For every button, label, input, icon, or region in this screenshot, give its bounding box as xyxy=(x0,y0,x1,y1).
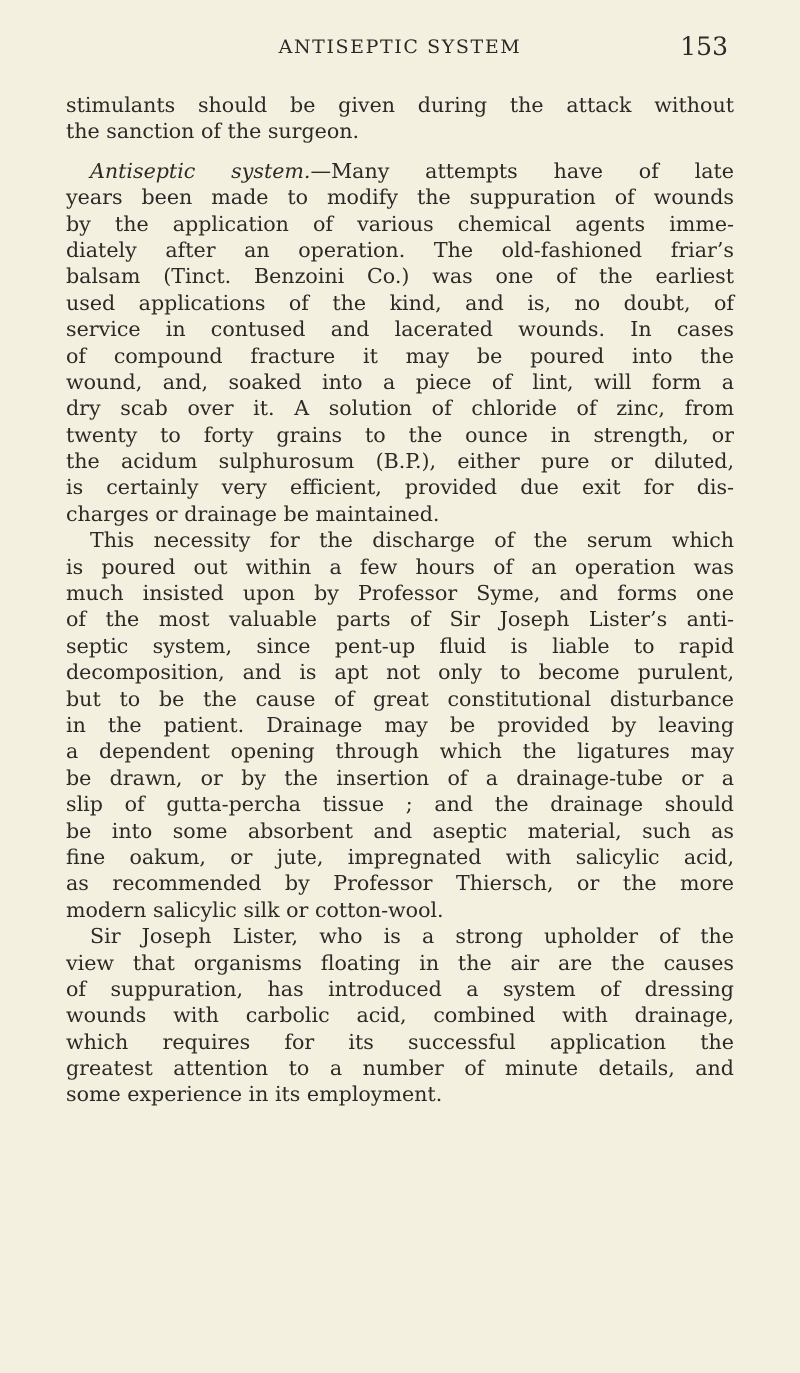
text-line: as recommended by Professor Thiersch, or the more xyxy=(66,871,734,896)
text-line: some experience in its employment. xyxy=(66,1082,443,1107)
text-line: service in contused and lacerated wounds. In cases xyxy=(66,317,734,342)
paragraph-continuation xyxy=(66,92,734,145)
text-line: This necessity for the discharge of the serum which xyxy=(90,528,734,553)
text-line: be into some absorbent and aseptic material, such as xyxy=(66,818,734,843)
text-line: of the most valuable parts of Sir Joseph Lister’s anti- xyxy=(66,607,734,632)
running-header xyxy=(0,32,800,66)
text-line: is certainly very efficient, provided due exit for dis- xyxy=(66,475,734,500)
text-line: greatest attention to a number of minute details, and xyxy=(66,1056,734,1081)
paragraph-lister xyxy=(66,923,734,1108)
running-title: ANTISEPTIC SYSTEM xyxy=(278,36,522,58)
text-line: dry scab over it. A solution of chloride of zinc, from xyxy=(66,396,734,421)
body-text xyxy=(66,92,734,1108)
text-line: but to be the cause of great constitutional disturbance xyxy=(66,686,734,711)
text-line: wounds with carbolic acid, combined with drainage, xyxy=(66,1003,734,1028)
text-line: the acidum sulphurosum (B.P.), either pure or diluted, xyxy=(66,449,734,474)
text-line: years been made to modify the suppuration of wounds xyxy=(66,185,734,210)
text-line: a dependent opening through which the ligatures may xyxy=(66,739,734,764)
paragraph-gap xyxy=(66,145,734,158)
paragraph-antiseptic-system xyxy=(66,158,734,527)
text-line: used applications of the kind, and is, no doubt, of xyxy=(66,290,734,315)
text-line: by the application of various chemical agents imme- xyxy=(66,211,734,236)
text-line: twenty to forty grains to the ounce in strength, or xyxy=(66,422,734,447)
text-line: slip of gutta-percha tissue ; and the drainage should xyxy=(66,792,734,817)
page-number: 153 xyxy=(680,32,728,61)
text-line: which requires for its successful application the xyxy=(66,1029,734,1054)
text-line: decomposition, and is apt not only to become purulent, xyxy=(66,660,734,685)
text-line: wound, and, soaked into a piece of lint, will form a xyxy=(66,369,734,394)
text-line: modern salicylic silk or cotton-wool. xyxy=(66,897,444,922)
text-line: view that organisms floating in the air are the causes xyxy=(66,950,734,975)
text-line: charges or drainage be maintained. xyxy=(66,501,440,526)
text-line: stimulants should be given during the attack without xyxy=(66,93,734,117)
section-heading: Antiseptic system. xyxy=(90,158,311,183)
text-line: the sanction of the surgeon. xyxy=(66,119,360,144)
text-line: of compound fracture it may be poured into the xyxy=(66,343,734,368)
text-line xyxy=(66,158,734,184)
text-line-rest: —Many attempts have of late xyxy=(310,158,734,183)
text-line: diately after an operation. The old-fashioned friar’s xyxy=(66,237,734,262)
text-line: much insisted upon by Professor Syme, and forms one xyxy=(66,581,734,606)
text-line: septic system, since pent-up fluid is liable to rapid xyxy=(66,633,734,658)
text-line: in the patient. Drainage may be provided by leaving xyxy=(66,712,734,737)
paragraph-drainage xyxy=(66,527,734,923)
text-line: balsam (Tinct. Benzoini Co.) was one of the earliest xyxy=(66,264,734,289)
text-line: is poured out within a few hours of an operation was xyxy=(66,554,734,579)
text-line: be drawn, or by the insertion of a drainage-tube or a xyxy=(66,765,734,790)
text-line: Sir Joseph Lister, who is a strong upholder of the xyxy=(90,924,734,949)
text-line: fine oakum, or jute, impregnated with salicylic acid, xyxy=(66,844,734,869)
text-line: of suppuration, has introduced a system of dressing xyxy=(66,976,734,1001)
